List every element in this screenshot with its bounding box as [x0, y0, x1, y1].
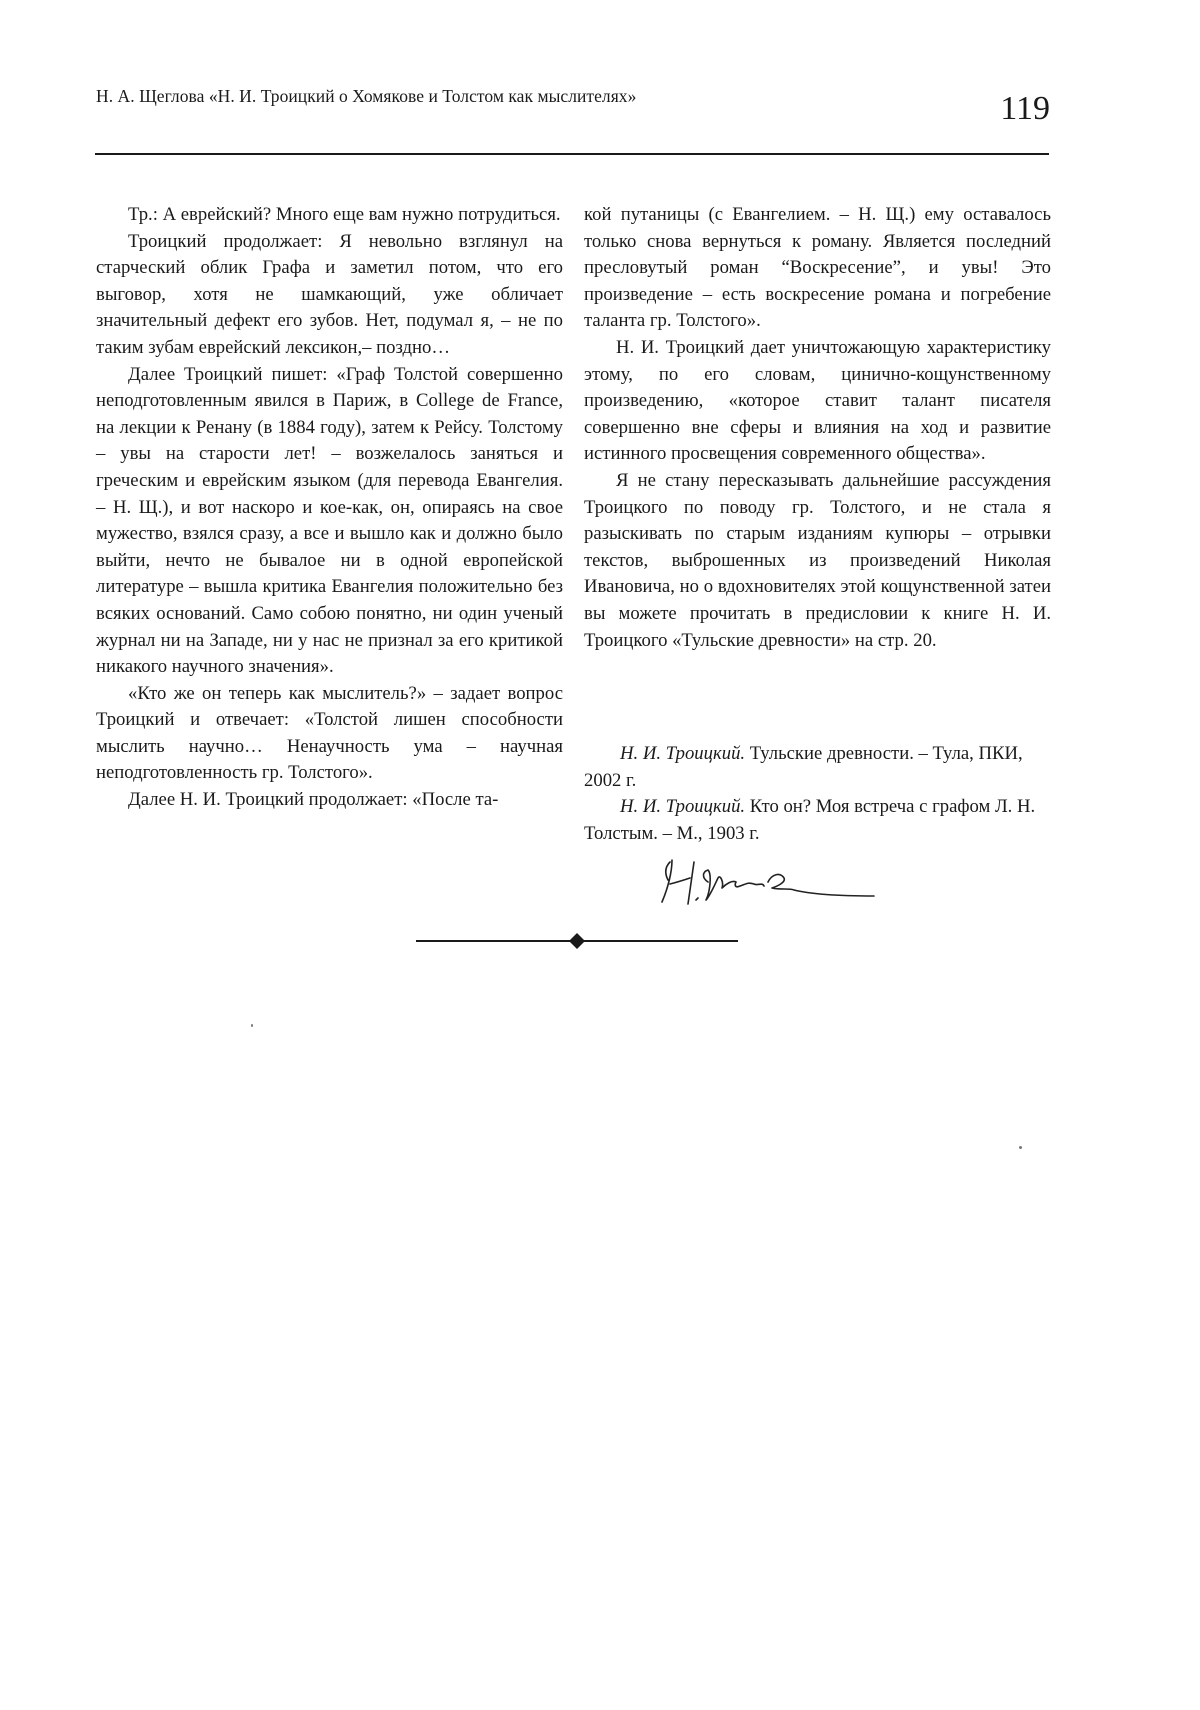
- page-number: 119: [1000, 90, 1050, 127]
- paragraph: «Кто же он теперь как мыслитель?» – задает вопрос Троицкий и отвечает: «Толстой лишен способности мыслить научно… Ненаучность ума – научная неподготовленность гр. Толстого».: [96, 682, 563, 784]
- paragraph: кой путаницы (с Евангелием. – Н. Щ.) ему оставалось только снова вернуться к роману. Является последний пресловутый роман “Воскресение”, и увы! Это произведение – есть воскресение романа и погребение таланта гр. Толстого».: [584, 204, 1051, 332]
- signature: [650, 852, 876, 912]
- scan-speck: [1019, 1146, 1022, 1149]
- paragraph: Троицкий продолжает: Я невольно взглянул на старческий облик Графа и заметил потом, что его выговор, хотя не шамкающий, уже обличает значительный дефект его зубов. Нет, подумал я, – не по таким зубам еврейский лексикон,– поздно…: [96, 230, 563, 358]
- paragraph: Тр.: А еврейский? Много еще вам нужно потрудиться.: [128, 204, 561, 225]
- reference-text: Кто он? Моя встреча с графом Л. Н. Толстым. – М., 1903 г.: [584, 796, 1036, 844]
- paragraph: Далее Н. И. Троицкий продолжает: «После та-: [128, 789, 499, 811]
- scan-speck: [251, 1024, 253, 1027]
- reference-author: Н. И. Троицкий.: [620, 743, 746, 764]
- reference-author: Н. И. Троицкий.: [620, 796, 746, 818]
- left-column: [96, 202, 563, 814]
- ornament-divider: [416, 930, 738, 952]
- paragraph: Н. И. Троицкий дает уничтожающую характеристику этому, по его словам, цинично-кощунственному произведению, «которое ставит талант писателя совершенно вне сферы и влияния на ход и развитие истинного просвещения современного общества».: [584, 336, 1051, 465]
- paragraph: Далее Троицкий пишет: «Граф Толстой совершенно неподготовленным явился в Париж, в College de France, на лекции к Ренану (в 1884 году), затем к Рейсу. Толстому – увы на старости лет! – возжелалось заняться и греческим и еврейским языком (для перевода Евангелия. – Н. Щ.), и вот наскоро и кое-как, он, опираясь на свое мужество, взялся сразу, а все и вышло как и должно было выйти, нечто не бывалое ни в одной европейской литературе – вышла критика Евангелия положительно без всяких оснований. Само собою понятно, ни один ученый журнал ни на Западе, ни у нас не признал за его критикой никакого научного значения».: [96, 363, 563, 678]
- paragraph: Я не стану пересказывать дальнейшие рассуждения Троицкого по поводу гр. Толстого, и не стала я разыскивать по старым изданиям купюры – отрывки текстов, выброшенных из произведений Николая Ивановича, но о вдохновителях этой кощунственной затеи вы можете прочитать в предисловии к книге Н. И. Троицкого «Тульские древности» на стр. 20.: [584, 469, 1051, 651]
- references: [584, 741, 1051, 847]
- reference-item: [584, 741, 1051, 794]
- reference-item: [584, 794, 1051, 847]
- reference-text: Тульские древности. – Тула, ПКИ, 2002 г.: [584, 743, 1023, 791]
- header-rule: [95, 153, 1049, 155]
- running-title: Н. А. Щеглова «Н. И. Троицкий о Хомякове и Толстом как мыслителях»: [96, 86, 637, 106]
- right-column: [584, 202, 1051, 654]
